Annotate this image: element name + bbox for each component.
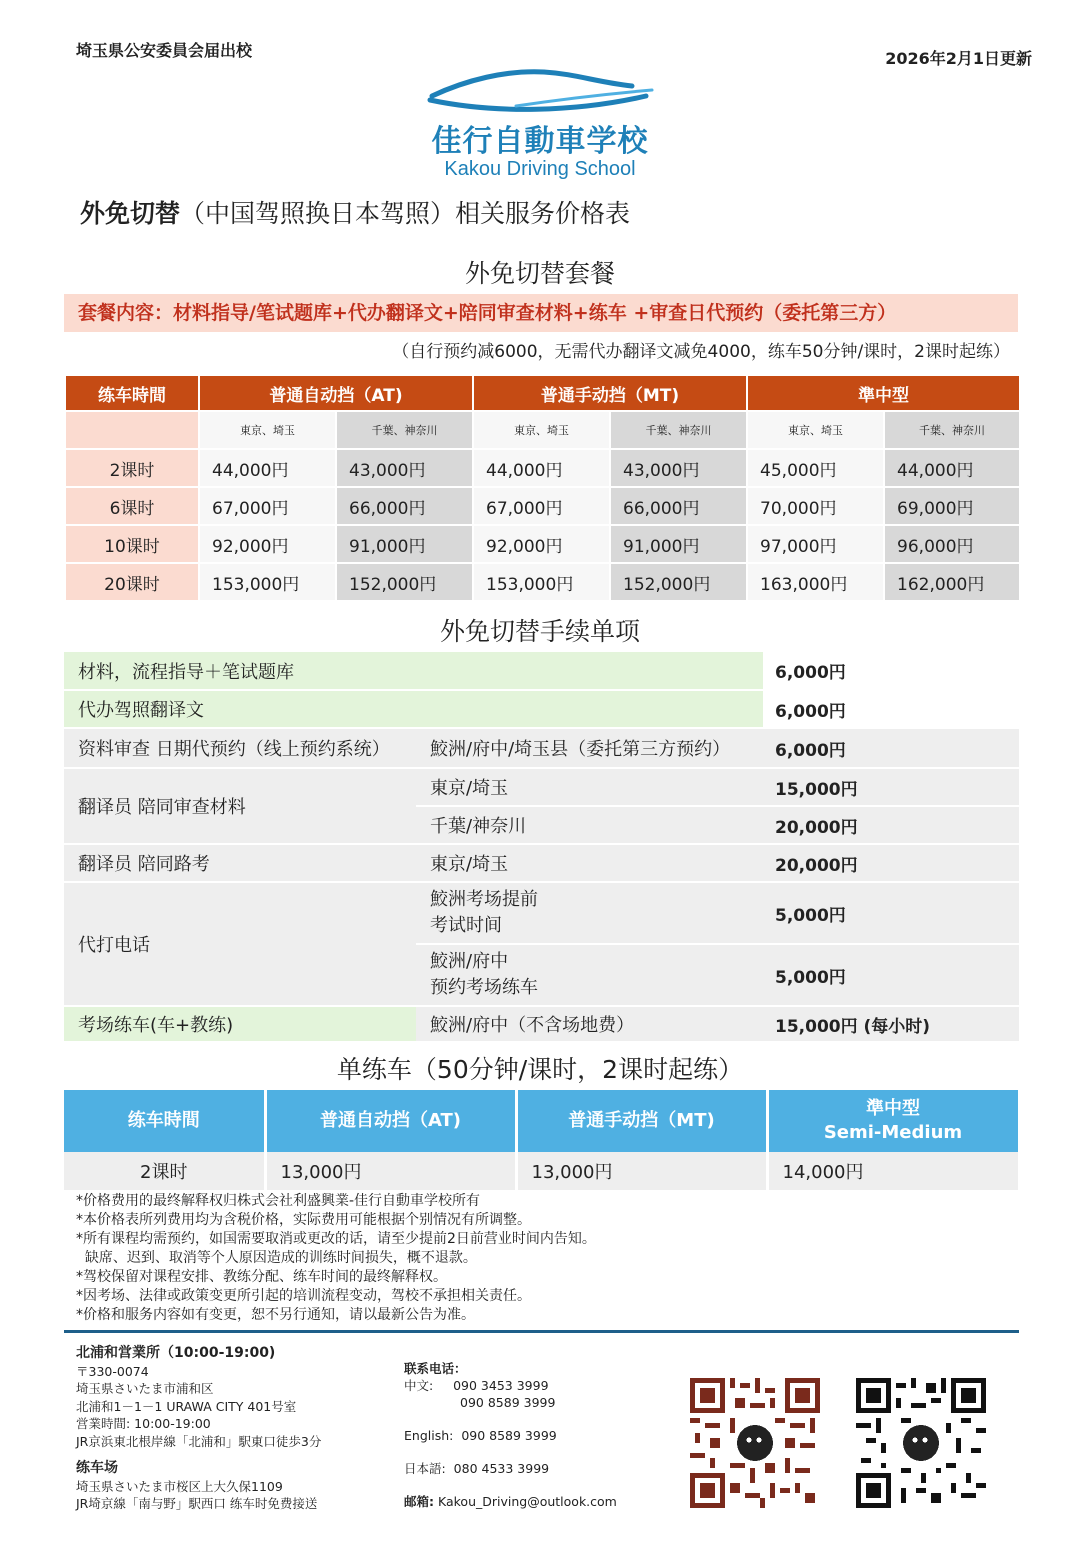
price-cell: 162,000円 <box>884 563 1020 601</box>
office-line: 〒330-0074 <box>76 1363 149 1379</box>
procedure-price: 20,000円 <box>763 844 1019 882</box>
price-cell: 153,000円 <box>199 563 336 601</box>
region-cell: 東京、埼玉 <box>473 411 610 449</box>
logo-name-cn: 佳行自動車学校 <box>431 124 649 159</box>
header-at: 普通自动挡（AT) <box>265 1090 516 1152</box>
package-table-header <box>65 375 1020 411</box>
procedure-detail: 千葉/神奈川 <box>416 806 763 844</box>
package-region-row <box>65 411 1020 449</box>
price-cell: 44,000円 <box>884 449 1020 487</box>
range-line: JR埼京線「南与野」駅西口 练车时免费接送 <box>76 1496 318 1511</box>
table-row <box>64 1006 1019 1042</box>
procedure-price: 6,000円 <box>763 690 1019 728</box>
table-row <box>64 768 1019 806</box>
price-cell: 13,000円 <box>265 1152 516 1190</box>
row-label: 20课时 <box>65 563 199 601</box>
document-title: 外免切替（中国驾照换日本驾照）相关服务价格表 <box>80 199 631 228</box>
office-line: 北浦和1－1－1 URAWA CITY 401号室 <box>76 1398 297 1414</box>
phone-link[interactable]: 080 4533 3999 <box>453 1461 550 1476</box>
package-contents-banner: 套餐内容：材料指导/笔试题库+代办翻译文+陪同审查材料+练车 +审查日代预约（委托第三方） <box>64 294 1018 332</box>
row-label: 2课时 <box>65 449 199 487</box>
table-row <box>64 652 1019 690</box>
region-cell: 千葉、神奈川 <box>884 411 1020 449</box>
region-cell: 東京、埼玉 <box>747 411 884 449</box>
phone-link[interactable]: 090 8589 3999 <box>461 1428 557 1443</box>
office-line: 営業時間: 10:00-19:00 <box>76 1416 211 1431</box>
price-cell: 92,000円 <box>473 525 610 563</box>
header-lesson-time: 练车時間 <box>65 375 199 411</box>
price-cell: 13,000円 <box>516 1152 767 1190</box>
range-line: 埼玉県さいたま市桜区上大久保1109 <box>76 1478 283 1494</box>
price-cell: 70,000円 <box>747 487 884 525</box>
procedure-detail: 東京/埼玉 <box>416 768 763 806</box>
price-cell: 43,000円 <box>336 449 473 487</box>
procedures-section-title: 外免切替手续单项 <box>439 617 640 646</box>
note-line: 缺席、迟到、取消等个人原因造成的训练时间损失，概不退款。 <box>76 1250 477 1266</box>
header-at: 普通自动挡（AT) <box>199 375 473 411</box>
procedure-item: 材料，流程指导＋笔试题库 <box>64 652 763 690</box>
procedure-item: 考场练车(车+教练) <box>64 1006 416 1042</box>
procedure-item: 资料审查 日期代预约（线上预约系统） <box>64 728 416 768</box>
school-registration: 埼玉県公安委員会届出校 <box>76 41 253 60</box>
procedure-item: 翻译员 陪同审查材料 <box>64 768 416 844</box>
procedure-detail: 東京/埼玉 <box>416 844 763 882</box>
procedure-price: 6,000円 <box>763 652 1019 690</box>
price-cell: 92,000円 <box>199 525 336 563</box>
header-semi-medium: 準中型 <box>747 375 1020 411</box>
procedure-detail: 鮫洲/府中/埼玉县（委托第三方预约） <box>416 728 763 768</box>
terms-notes <box>76 1192 596 1325</box>
note-line: *驾校保留对课程安排、教练分配、练车时间的最终解释权。 <box>76 1269 447 1285</box>
procedure-detail: 鮫洲考场提前 考试时间 <box>416 882 763 944</box>
update-date: 2026年2月1日更新 <box>885 49 1032 68</box>
table-row <box>64 844 1019 882</box>
row-label: 2课时 <box>64 1152 265 1190</box>
price-cell: 96,000円 <box>884 525 1020 563</box>
package-price-table <box>64 374 1021 602</box>
procedure-detail: 鮫洲/府中（不含场地费） <box>416 1006 763 1042</box>
region-cell: 千葉、神奈川 <box>336 411 473 449</box>
phone-cn-2[interactable]: 090 8589 3999 <box>460 1395 556 1410</box>
office-line: 埼玉県さいたま市浦和区 <box>76 1381 214 1396</box>
phone-link[interactable]: 090 3453 3999 <box>453 1378 549 1393</box>
price-cell: 152,000円 <box>610 563 747 601</box>
email-line: 邮箱: Kakou_Driving@outlook.com <box>404 1494 617 1509</box>
price-cell: 152,000円 <box>336 563 473 601</box>
procedure-price: 5,000円 <box>763 944 1019 1006</box>
procedure-item: 代打电话 <box>64 882 416 1006</box>
procedure-detail: 鮫洲/府中 预约考场练车 <box>416 944 763 1006</box>
note-line: *本价格表所列费用均为含税价格，实际费用可能根据个别情况有所调整。 <box>76 1212 531 1228</box>
procedure-price: 20,000円 <box>763 806 1019 844</box>
phone-cn: 中文: 090 3453 3999 <box>404 1378 549 1393</box>
price-cell: 67,000円 <box>199 487 336 525</box>
header-mt: 普通手动挡（MT) <box>473 375 747 411</box>
procedure-price: 15,000円 <box>763 768 1019 806</box>
phone-jp: 日本語: 080 4533 3999 <box>404 1461 550 1476</box>
table-row <box>65 449 1020 487</box>
office-title: 北浦和営業所（10:00-19:00) <box>76 1345 276 1361</box>
region-cell: 千葉、神奈川 <box>610 411 747 449</box>
table-row <box>65 487 1020 525</box>
office-line: JR京浜東北根岸線「北浦和」駅東口徒歩3分 <box>76 1433 322 1449</box>
row-label: 6课时 <box>65 487 199 525</box>
single-table-header <box>64 1090 1019 1152</box>
price-cell: 91,000円 <box>336 525 473 563</box>
table-row <box>65 525 1020 563</box>
header-lesson-time: 练车時間 <box>64 1090 265 1152</box>
price-cell: 44,000円 <box>473 449 610 487</box>
car-swoosh-icon <box>426 66 654 114</box>
footer-divider <box>64 1330 1019 1333</box>
table-row <box>64 690 1019 728</box>
package-note: （自行预约减6000，无需代办翻译文减免4000，练车50分钟/课时，2课时起练） <box>392 342 1010 362</box>
table-row <box>64 882 1019 944</box>
wechat-qr-code-icon[interactable] <box>856 1378 986 1508</box>
price-cell: 69,000円 <box>884 487 1020 525</box>
contact-info <box>404 1360 617 1510</box>
price-cell: 14,000円 <box>767 1152 1019 1190</box>
note-line: *所有课程均需预约，如国需要取消或更改的话，请至少提前2日前营业时间内告知。 <box>76 1231 596 1247</box>
school-logo <box>420 66 660 186</box>
table-row <box>65 563 1020 601</box>
procedure-item: 翻译员 陪同路考 <box>64 844 416 882</box>
table-row <box>64 1152 1019 1190</box>
price-cell: 43,000円 <box>610 449 747 487</box>
range-title: 练车场 <box>76 1460 118 1476</box>
office-info <box>76 1345 321 1513</box>
procedure-price: 6,000円 <box>763 728 1019 768</box>
price-cell: 66,000円 <box>610 487 747 525</box>
logo-name-en: Kakou Driving School <box>444 158 636 180</box>
procedure-price: 15,000円 (每小时) <box>763 1006 1019 1042</box>
table-row <box>64 728 1019 768</box>
procedures-price-table <box>64 652 1019 1043</box>
note-line: *因考场、法律或政策变更所引起的培训流程变动，驾校不承担相关责任。 <box>76 1288 531 1304</box>
header-semi-medium: 準中型 Semi-Medium <box>767 1090 1019 1152</box>
procedure-price: 5,000円 <box>763 882 1019 944</box>
contact-title: 联系电话： <box>404 1361 467 1376</box>
price-cell: 45,000円 <box>747 449 884 487</box>
price-cell: 91,000円 <box>610 525 747 563</box>
header-mt: 普通手动挡（MT) <box>516 1090 767 1152</box>
wechat-qr-code-icon[interactable] <box>690 1378 820 1508</box>
price-cell: 97,000円 <box>747 525 884 563</box>
row-label: 10课时 <box>65 525 199 563</box>
region-blank <box>65 411 199 449</box>
price-cell: 67,000円 <box>473 487 610 525</box>
phone-en: English: 090 8589 3999 <box>404 1428 557 1443</box>
region-cell: 東京、埼玉 <box>199 411 336 449</box>
price-cell: 66,000円 <box>336 487 473 525</box>
package-section-title: 外免切替套餐 <box>464 259 615 288</box>
single-lesson-table <box>64 1090 1021 1190</box>
price-cell: 163,000円 <box>747 563 884 601</box>
note-line: *价格和服务内容如有变更，恕不另行通知，请以最新公告为准。 <box>76 1307 475 1323</box>
price-cell: 44,000円 <box>199 449 336 487</box>
procedure-item: 代办驾照翻译文 <box>64 690 763 728</box>
note-line: *价格费用的最终解释权归株式会社利盛興業-佳行自動車学校所有 <box>76 1193 481 1209</box>
email-link[interactable]: Kakou_Driving@outlook.com <box>437 1494 617 1509</box>
price-cell: 153,000円 <box>473 563 610 601</box>
single-lesson-section-title: 单练车（50分钟/课时，2课时起练） <box>336 1055 744 1084</box>
